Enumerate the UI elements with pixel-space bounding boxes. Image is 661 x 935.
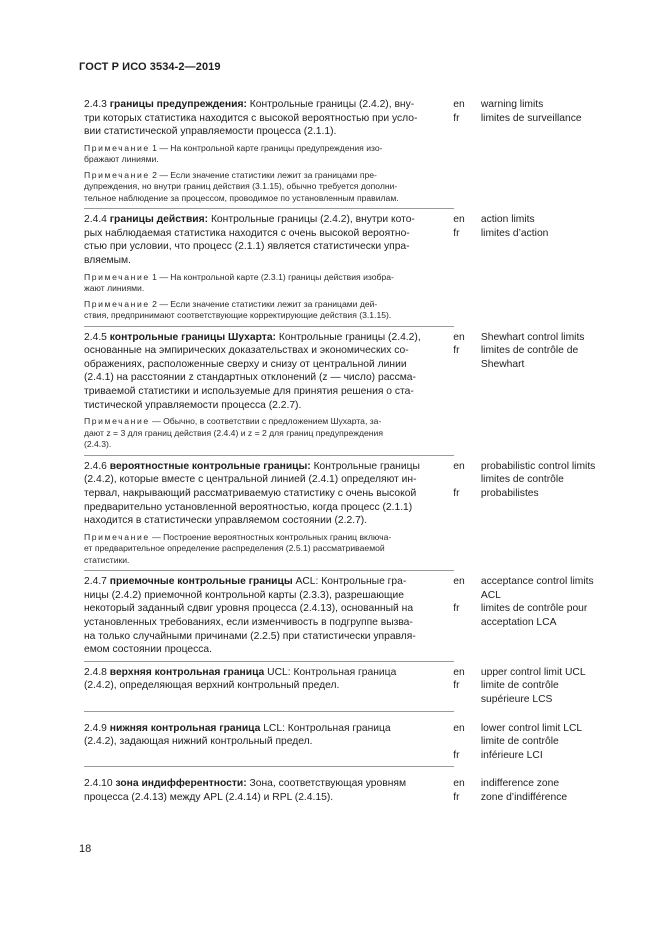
term-number: 2.4.5 [84,331,110,343]
definition-line: (2.4.2), которые вместе с центральной линией (2.4.1) определяют ин- [84,474,417,486]
note-text: ствия, предпринимают соответствующие корректирующие действия (3.1.15). [84,310,392,321]
note-line [84,181,454,193]
note-line [84,543,454,555]
term-number: 2.4.9 [84,722,110,734]
entry-divider [84,455,454,456]
translation-line: upper control limit UCL [480,666,586,678]
term-definition [84,331,449,413]
terms-list [84,98,624,805]
note-line [84,299,454,311]
note-text: — На контрольной карте границы предупреждения изо- [159,142,383,153]
term-definition [84,666,449,707]
note-number: 2 [152,298,157,309]
note-text: — Построение вероятностных контрольных границ включа- [152,531,392,542]
term-definition [84,722,449,763]
term-number: 2.4.8 [84,666,110,678]
language-code: en [453,576,465,588]
language-codes [453,331,481,413]
term-name: приемочные контрольные границы [109,576,293,588]
term-translation [481,666,624,707]
language-code [453,589,481,603]
language-code: fr [453,227,460,239]
entry-divider [84,766,454,767]
term-entry [84,722,624,768]
term-number: 2.4.10 [84,778,116,790]
term-note [84,532,454,567]
language-codes [453,98,481,139]
term-number: 2.4.7 [84,576,110,588]
definition-text: Контрольные границы (2.4.2), вну- [246,99,415,110]
translation-line: warning limits [480,99,544,110]
term-entry [84,777,624,804]
term-note [84,299,454,322]
document-header: ГОСТ Р ИСО 3534-2—2019 [79,61,221,73]
definition-line: тистической управляемости процесса (2.2.7). [84,399,302,411]
translation-line: limites de contrôle pour [480,603,588,615]
language-code: fr [453,345,460,357]
language-code [453,735,481,749]
term-definition [84,575,449,657]
definition-line [84,666,449,680]
definition-line: (2.4.2), задающая нижний контрольный предел. [84,736,313,748]
term-entry [84,575,624,662]
term-note [84,143,454,166]
language-code: en [453,331,465,343]
term-name: верхняя контрольная граница [109,666,265,678]
definition-line: на только случайными причинами (2.2.5) при статистически управля- [84,630,416,642]
term-translation [481,213,624,267]
definition-line [84,213,449,227]
definition-line: вляемым. [84,255,131,267]
definition-text: Контрольные границы (2.4.2), [275,331,421,343]
translation-line: action limits [480,214,535,226]
definition-line: (2.4.2), определяющая верхний контрольный предел. [84,680,340,692]
language-codes [453,722,481,763]
language-code: en [453,722,465,734]
note-number: 2 [152,169,157,180]
definition-line: емом состоянии процесса. [84,644,212,656]
definition-line: вии статистической управляемости процесса (2.1.1). [84,126,337,138]
note-number: 1 [152,142,157,153]
term-definition [84,98,449,139]
language-code: en [453,99,465,110]
note-line [84,193,454,205]
page-number: 18 [79,843,92,855]
language-code [453,473,481,487]
note-label: Примечание [84,142,150,153]
language-code: fr [453,749,460,761]
note-label: Примечание [84,271,150,282]
translation-line: acceptation LCA [480,616,557,628]
note-label: Примечание [84,169,150,180]
note-number: 1 [152,271,157,282]
language-codes [453,575,481,657]
note-text: бражают линиями. [84,154,159,165]
term-entry [84,213,624,326]
language-code: fr [453,487,460,499]
translation-line: probabilistes [480,487,539,499]
definition-line [84,722,449,736]
term-name: вероятностные контрольные границы: [109,460,311,472]
note-text: статистики. [84,554,130,565]
definition-text: LCL: Контрольная граница [260,722,391,734]
definition-line: тервал, накрывающий рассматриваемую статистику с очень высокой [84,487,417,499]
entry-divider [84,326,454,327]
translation-line: lower control limit LCL [480,722,583,734]
term-name: границы предупреждения: [109,99,247,110]
entry-divider [84,711,454,712]
language-codes [453,460,481,528]
note-text: дупреждения, но внутри границ действия (3.1.15), обычно требуется дополни- [84,181,398,192]
note-text: дают z = 3 для границ действия (2.4.4) и z = 2 для границ предупреждения [84,427,383,438]
definition-line: находится в статистически управляемом состоянии (2.2.7). [84,515,368,527]
term-definition [84,213,449,267]
language-code: fr [453,791,460,803]
term-row [84,575,624,657]
term-row [84,777,624,804]
translation-line: limites de surveillance [480,112,582,124]
term-row [84,213,624,267]
language-code: en [453,778,465,790]
definition-line: ницы (2.4.2) приемочной контрольной карты (2.3.3), разрешающие [84,589,404,601]
term-row [84,722,624,763]
term-name: зона индифферентности: [115,778,247,790]
term-number: 2.4.6 [84,460,110,472]
term-translation [481,331,624,413]
translation-line: zone d’indifférence [480,791,568,803]
definition-line: основанные на эмпирических доказательствах и экономических со- [84,345,409,357]
note-line [84,272,454,284]
definition-line [84,98,449,112]
definition-line [84,460,449,474]
translation-line: limite de contrôle [480,680,559,692]
translation-line: inférieure LCI [480,749,543,761]
entry-divider [84,208,454,209]
note-line [84,154,454,166]
term-translation [481,777,624,804]
translation-line: Shewhart control limits [480,331,585,343]
note-line [84,555,454,567]
term-translation [481,460,624,528]
note-line [84,143,454,155]
note-line [84,428,454,440]
definition-line [84,777,449,791]
term-number: 2.4.4 [84,214,110,226]
definition-line: (2.4.1) на расстоянии z стандартных отклонений (z — число) рассма- [84,372,416,384]
definition-text: Зона, соответствующая уровням [246,778,407,790]
term-entry [84,331,624,456]
translation-line: Shewhart [480,358,525,370]
term-translation [481,575,624,657]
definition-line [84,575,449,589]
term-row [84,460,624,528]
translation-line: ACL [480,589,501,601]
term-definition [84,777,449,804]
definition-line: установленных требованиях, если изменчивость в подгруппе вызва- [84,616,413,628]
definition-line: три которых статистика находится с высокой вероятностью при усло- [84,112,418,124]
translation-line: limites de contrôle de [480,345,579,357]
term-row [84,331,624,413]
entry-divider [84,570,454,571]
definition-line: процесса (2.4.13) между APL (2.4.14) и RPL (2.4.15). [84,791,334,803]
term-note [84,272,454,295]
term-number: 2.4.3 [84,99,110,110]
definition-line: стью при условии, что процесс (2.1.1) является статистически упра- [84,241,410,253]
note-line [84,310,454,322]
term-translation [481,722,624,763]
note-label: Примечание [84,416,150,427]
translation-line: probabilistic control limits [480,460,596,472]
note-text: — Обычно, в соответствии с предложением Шухарта, за- [152,416,382,427]
translation-line: indifference zone [480,778,560,790]
note-text: — Если значение статистики лежит за границами дей- [159,298,378,309]
term-translation [481,98,624,139]
term-entry [84,98,624,209]
translation-line: limites d’action [480,227,549,239]
note-line [84,439,454,451]
language-code: fr [453,603,460,615]
definition-text: UCL: Контрольная граница [264,666,397,678]
definition-text: ACL: Контрольные гра- [292,576,407,588]
language-code: fr [453,112,460,124]
term-note [84,416,454,451]
language-codes [453,777,481,804]
term-name: контрольные границы Шухарта: [109,331,276,343]
term-note [84,170,454,205]
note-label: Примечание [84,298,150,309]
language-codes [453,666,481,707]
note-text: тельное наблюдение за процессом, проводимое по установленным правилам. [84,192,399,203]
term-definition [84,460,449,528]
note-text: — Если значение статистики лежит за границами пре- [159,169,377,180]
definition-line: некоторый заданный сдвиг уровня процесса (2.4.13), основанный на [84,603,414,615]
definition-line: рых наблюдаемая статистика находится с очень высокой вероятно- [84,227,410,239]
note-text: — На контрольной карте (2.3.1) границы действия изобра- [159,271,394,282]
note-text: ет предварительное определение распределения (2.5.1) рассматриваемой [84,543,385,554]
language-code: en [453,214,465,226]
definition-line: триваемой статистики и используемые для принятия решения о ста- [84,386,414,398]
term-entry [84,460,624,571]
note-line [84,283,454,295]
definition-text: Контрольные границы (2.4.2), внутри кото- [208,214,415,226]
translation-line: limites de contrôle [480,474,564,486]
definition-line [84,331,449,345]
translation-line: supérieure LCS [480,693,553,705]
entry-divider [84,661,454,662]
note-line [84,416,454,428]
term-name: границы действия: [109,214,209,226]
note-line [84,170,454,182]
definition-line: ображениях, расположенные сверху и снизу от центральной линии [84,358,407,370]
language-codes [453,213,481,267]
language-code: fr [453,680,460,692]
note-text: (2.4.3). [84,439,112,450]
note-line [84,532,454,544]
language-code: en [453,666,465,678]
language-code: en [453,460,465,472]
translation-line: acceptance control limits [480,576,594,588]
term-entry [84,666,624,712]
note-label: Примечание [84,531,150,542]
note-text: жают линиями. [84,283,145,294]
term-name: нижняя контрольная граница [109,722,261,734]
definition-text: Контрольные границы [310,460,420,472]
definition-line: предварительно установленной вероятностью, когда процесс (2.1.1) [84,501,413,513]
term-row [84,666,624,707]
term-row [84,98,624,139]
translation-line: limite de contrôle [480,736,559,748]
